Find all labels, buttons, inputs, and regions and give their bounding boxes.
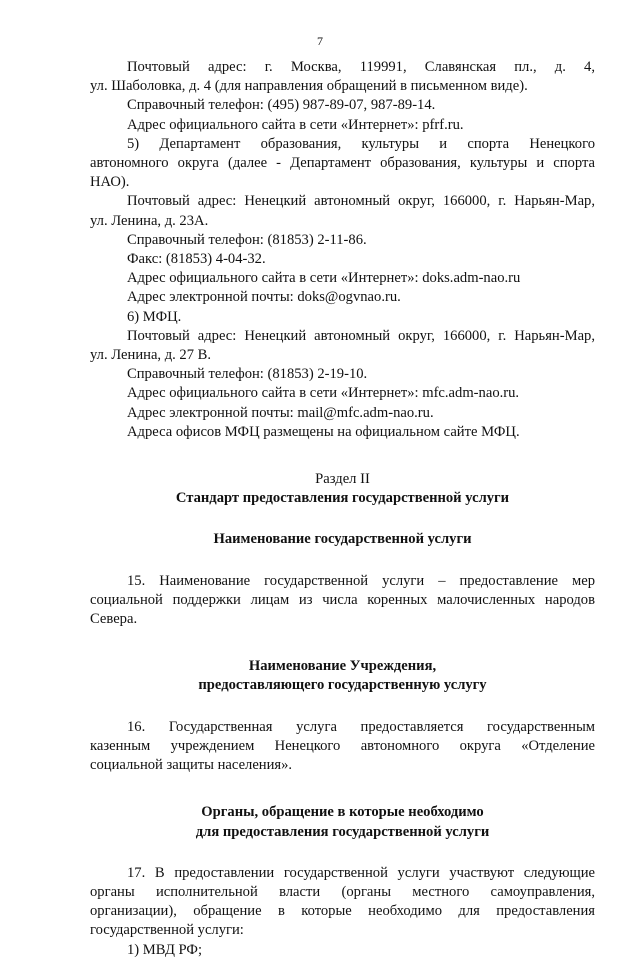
list-item-1: 1) МВД РФ; [127, 941, 203, 958]
paragraph-16-line: 16. Государственная услуга предоставляется государственным [127, 718, 595, 735]
paragraph-16-line: социальной защиты населения». [90, 757, 293, 774]
text-line: ул. Шаболовка, д. 4 (для направления обращений в письменном виде). [90, 78, 528, 95]
paragraph-17-line: государственной услуги: [90, 922, 244, 939]
text-line: ул. Ленина, д. 27 В. [90, 347, 212, 364]
text-line: Адрес официального сайта в сети «Интернет»: doks.adm-nao.ru [127, 270, 521, 287]
heading-institution: Наименование Учреждения, [248, 658, 437, 675]
text-line: автономного округа (далее - Департамент образования, культуры и спорта [90, 155, 595, 172]
text-line: Адрес официального сайта в сети «Интернет»: pfrf.ru. [127, 116, 464, 133]
paragraph-17-line: 17. В предоставлении государственной услуги участвуют следующие [127, 864, 595, 881]
paragraph-17-line: организации), обращение в которые необходимо для предоставления [90, 903, 595, 920]
heading-bodies: для предоставления государственной услуги [195, 823, 490, 840]
heading-bodies: Органы, обращение в которые необходимо [201, 804, 484, 821]
list-item-5: 5) Департамент образования, культуры и спорта Ненецкого [127, 135, 595, 152]
text-line: Справочный телефон: (81853) 2-19-10. [127, 366, 368, 383]
heading-institution: предоставляющего государственную услугу [198, 677, 487, 694]
paragraph-17-line: органы исполнительной власти (органы местного самоуправления, [90, 883, 595, 900]
text-line: Почтовый адрес: Ненецкий автономный округ, 166000, г. Нарьян-Мар, [127, 327, 595, 344]
text-line: Почтовый адрес: Ненецкий автономный округ, 166000, г. Нарьян-Мар, [127, 193, 595, 210]
paragraph-16-line: казенным учреждением Ненецкого автономного округа «Отделение [90, 737, 595, 754]
list-item-6: 6) МФЦ. [127, 308, 182, 325]
section-title: Стандарт предоставления государственной услуги [175, 490, 510, 507]
document-body [90, 58, 595, 960]
paragraph-15-line: 15. Наименование государственной услуги – предоставление мер [127, 572, 595, 589]
text-line: Факс: (81853) 4-04-32. [127, 251, 266, 268]
text-line: Адрес электронной почты: mail@mfc.adm-nao.ru. [127, 404, 434, 421]
page-number: 7 [317, 34, 323, 48]
paragraph-15-line: социальной поддержки лицам из числа коренных малочисленных народов [90, 591, 595, 608]
heading-service-name: Наименование государственной услуги [213, 531, 472, 548]
text-line: Адрес официального сайта в сети «Интернет»: mfc.adm-nao.ru. [127, 385, 520, 402]
paragraph-15-line: Севера. [90, 611, 138, 628]
text-line: Адреса офисов МФЦ размещены на официальном сайте МФЦ. [127, 423, 520, 440]
text-line: НАО). [90, 174, 130, 191]
text-line: Справочный телефон: (495) 987-89-07, 987-89-14. [127, 97, 436, 114]
text-line: Адрес электронной почты: doks@ogvnao.ru. [127, 289, 401, 306]
text-line: Справочный телефон: (81853) 2-11-86. [127, 231, 367, 248]
text-line: ул. Ленина, д. 23А. [90, 212, 209, 229]
section-label: Раздел II [315, 471, 370, 488]
text-line: Почтовый адрес: г. Москва, 119991, Славянская пл., д. 4, [127, 59, 595, 75]
